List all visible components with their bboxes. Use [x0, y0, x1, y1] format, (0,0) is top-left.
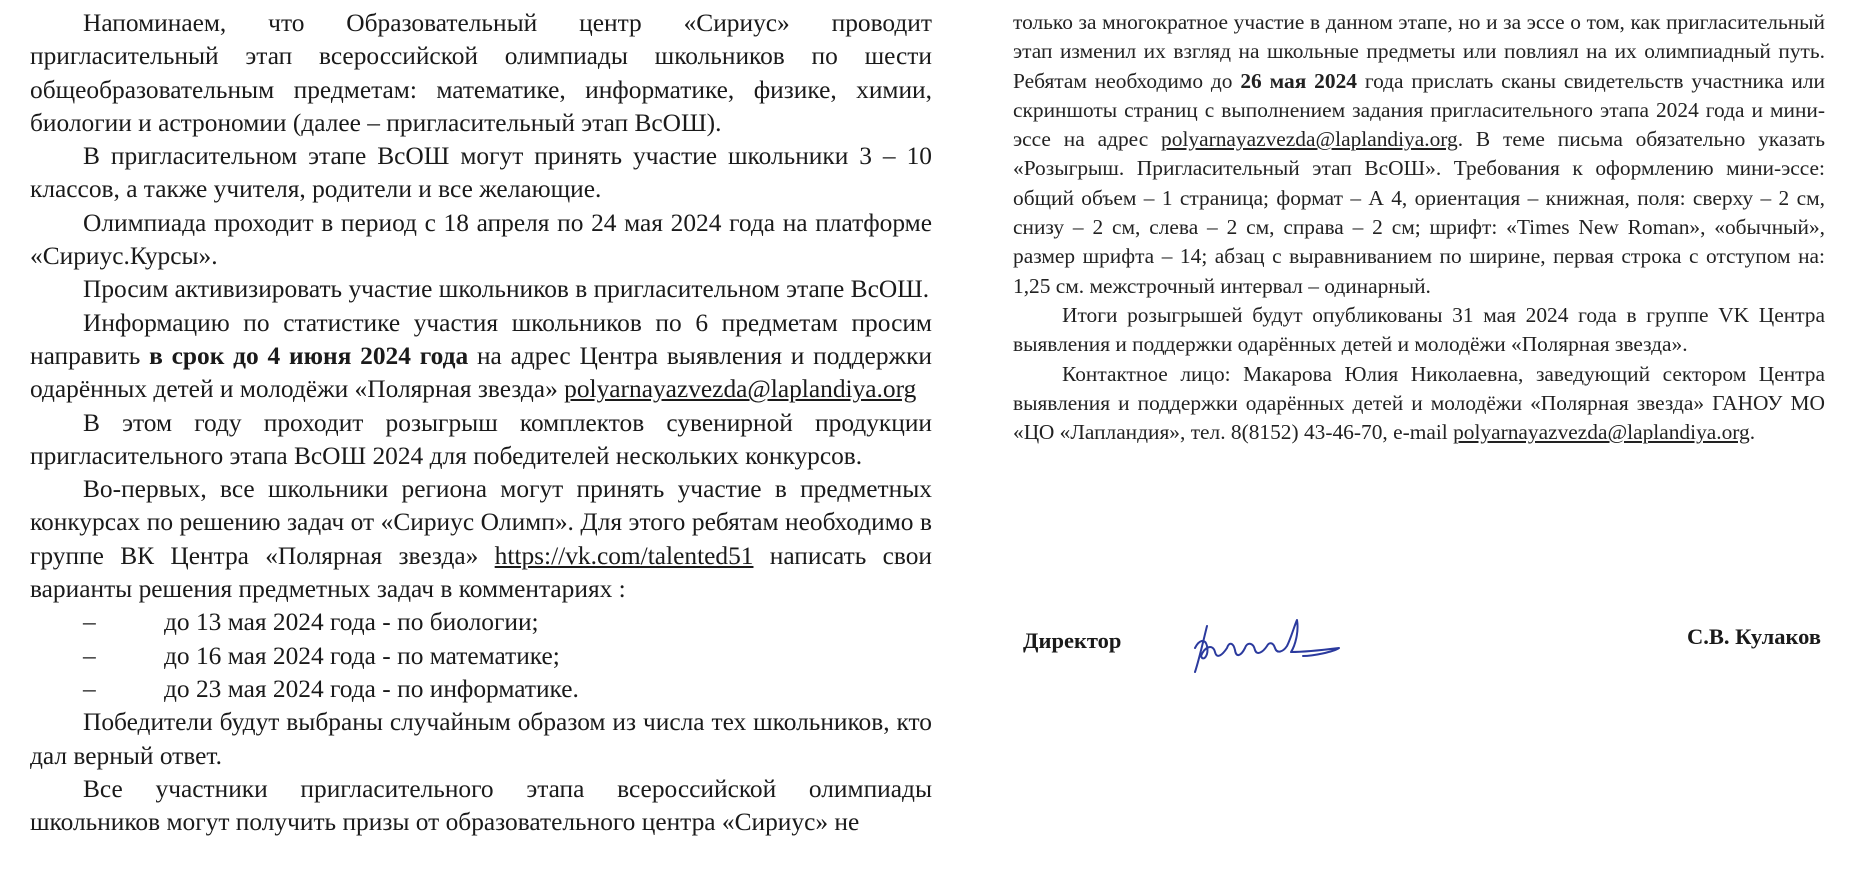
list-item-text: до 16 мая 2024 года - по математике; [164, 641, 560, 670]
dash-marker: – [83, 641, 96, 670]
paragraph-winners: Победители будут выбраны случайным образом из числа тех школьников, кто дал верный ответ. [30, 708, 932, 770]
paragraph-intro: Напоминаем, что Образовательный центр «Сириус» проводит пригласительный этап всероссийской олимпиады школьников по шести общеобразовательным предметам: математике, информатике, физике, химии, биологии и астрономии (далее – пригласительный этап ВсОШ). [30, 9, 932, 137]
paragraph-request: Просим активизировать участие школьников в пригласительном этапе ВсОШ. [83, 275, 930, 304]
paragraph-essay [1013, 8, 1825, 301]
paragraph-statistics [30, 307, 932, 407]
list-item [30, 640, 932, 673]
essay-text-cont: года прислать сканы свидетельств участника или скриншоты страниц с выполнением задания пригласительного этапа 2024 года и мини-эссе на адрес [1013, 68, 1825, 152]
email-link[interactable]: polyarnayazvezda@laplandiya.org [564, 375, 917, 404]
dash-marker: – [83, 608, 96, 637]
list-item [30, 673, 932, 706]
list-item [30, 606, 932, 639]
paragraph-contact [1013, 360, 1825, 448]
deadline-text: в срок до 4 июня 2024 года [149, 341, 469, 370]
signature-title: Директор [1023, 628, 1122, 653]
contests-text-cont: написать свои варианты решения предметных задач в комментариях : [30, 541, 932, 604]
paragraph-participants: В пригласительном этапе ВсОШ могут принять участие школьники 3 – 10 классов, а также учителя, родители и все желающие. [30, 142, 932, 204]
paragraph-prizes: Все участники пригласительного этапа всероссийской олимпиады школьников могут получить призы от образовательного центра «Сириус» не [30, 774, 932, 837]
contests-text: Во-первых, все школьники региона могут принять участие в предметных конкурсах по решению задач от «Сириус Олимп». Для этого ребятам необходимо в группе ВК Центра «Полярная звезда» [30, 475, 932, 570]
email-link[interactable]: polyarnayazvezda@laplandiya.org [1161, 127, 1458, 152]
signature-name: С.В. Кулаков [1687, 624, 1821, 649]
paragraph-dates: Олимпиада проходит в период с 18 апреля по 24 мая 2024 года на платформе «Сириус.Курсы». [30, 208, 932, 271]
list-item-text: до 13 мая 2024 года - по биологии; [164, 608, 539, 637]
essay-deadline: 26 мая 2024 [1240, 68, 1357, 93]
handwritten-signature [1173, 612, 1423, 682]
left-column [30, 0, 932, 839]
essay-text: только за многократное участие в данном этапе, но и за эссе о том, как пригласительный этап изменил их взгляд на школьные предметы или повлиял на их олимпиадный путь. Ребятам необходимо до [1013, 10, 1825, 93]
signature-block [1023, 612, 1821, 682]
paragraph-raffle: В этом году проходит розыгрыш комплектов сувенирной продукции пригласительного этапа ВсОШ 2024 для победителей нескольких конкурсов. [30, 408, 932, 470]
list-item-text: до 23 мая 2024 года - по информатике. [164, 674, 579, 703]
dash-marker: – [83, 674, 96, 703]
contact-end: . [1749, 420, 1756, 445]
essay-requirements: . В теме письма обязательно указать «Розыгрыш. Пригласительный этап ВсОШ». Требования к оформлению мини-эссе: общий объем – 1 страница; формат – А 4, ориентация – книжная, поля: сверху – 2 см, снизу – 2 см, слева – 2 см, справа – 2 см; шрифт: «Times New Roman», «обычный», размер шрифта – 14; абзац с выравниванием по ширине, первая строка с отступом на: 1,25 см. межстрочный интервал – одинарный. [1013, 127, 1825, 298]
email-link[interactable]: polyarnayazvezda@laplandiya.org [1453, 420, 1750, 445]
statistics-text-cont: на адрес Центра выявления и поддержки одарённых детей и молодёжи «Полярная звезда» [30, 341, 932, 404]
vk-link[interactable]: https://vk.com/talented51 [494, 541, 754, 570]
paragraph-contests [30, 473, 932, 606]
paragraph-results: Итоги розыгрышей будут опубликованы 31 мая 2024 года в группе VK Центра выявления и поддержки одарённых детей и молодёжи «Полярная звезда». [1013, 302, 1825, 357]
right-column [1013, 0, 1825, 447]
contact-text: Контактное лицо: Макарова Юлия Николаевна, заведующий сектором Центра выявления и поддержки одарённых детей и молодёжи «Полярная звезда» ГАНОУ МО «ЦО «Лапландия», тел. 8(8152) 43-46-70, e-mail [1013, 361, 1825, 445]
statistics-text: Информацию по статистике участия школьников по 6 предметам просим направить [30, 308, 932, 370]
